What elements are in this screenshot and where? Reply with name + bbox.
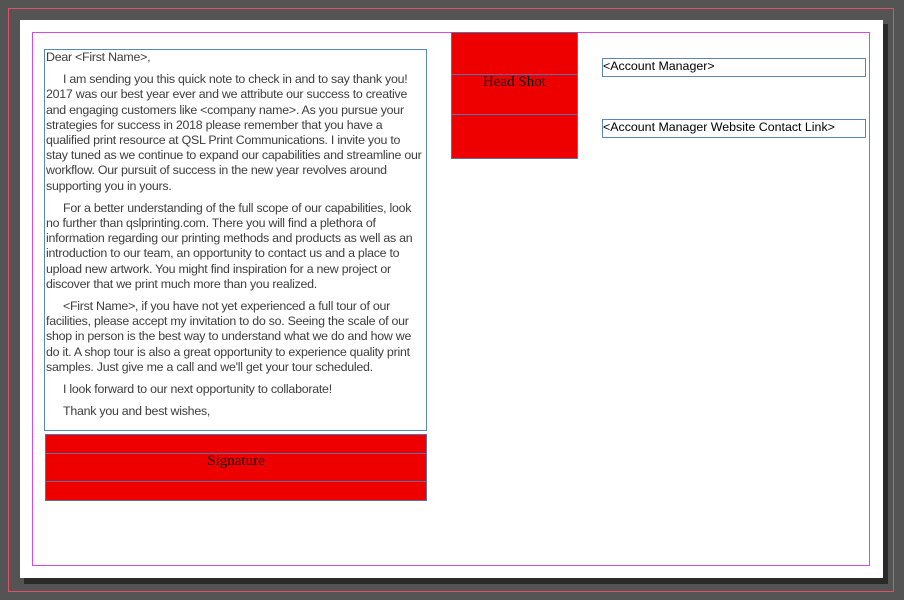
letter-paragraph: For a better understanding of the full scope of our capabilities, look no further than qslprinting.com. There you will find a plethora of information regarding our printing methods and products as well as an introduction to our team, an opportunity to contact us and a place to upload new artwork. You might find inspiration for a new project or discover that we print much more than you realized. <box>46 200 413 291</box>
letter-salutation: Dear <First Name>, <box>46 50 151 64</box>
signature-label: Signature <box>207 453 265 469</box>
account-manager-field[interactable]: <Account Manager> <box>602 58 866 77</box>
letter-text-frame[interactable] <box>44 49 427 431</box>
letter-paragraph: <First Name>, if you have not yet experienced a full tour of our facilities, please accept my invitation to do so. Seeing the scale of our shop in person is the best way to understand what we do and how we do it. A shop tour is also a great opportunity to experience quality print samples. Just give me a call and we'll get your tour scheduled. <box>46 299 412 374</box>
document-page[interactable] <box>20 20 883 578</box>
headshot-label: Head Shot <box>483 74 546 90</box>
account-manager-link-field[interactable]: <Account Manager Website Contact Link> <box>602 119 866 138</box>
headshot-image-frame[interactable] <box>451 32 578 159</box>
letter-paragraph: I look forward to our next opportunity to collaborate! <box>63 382 332 397</box>
letter-paragraph: I am sending you this quick note to check in and to say thank you! 2017 was our best year ever and we attribute our success to creative and engaging customers like <company name>. As you pursue your strategies for success in 2018 please remember that you have a qualified print resource at QSL Print Communications. I invite you to stay tuned as we continue to expand our capabilities and streamline our workflow. Our pursuit of success in the new year revolves around supporting you in yours. <box>46 72 422 193</box>
frame-guide-line <box>45 481 427 482</box>
frame-guide-line <box>451 114 578 115</box>
signature-image-frame[interactable] <box>45 434 427 501</box>
letter-closing: Thank you and best wishes, <box>63 404 211 419</box>
